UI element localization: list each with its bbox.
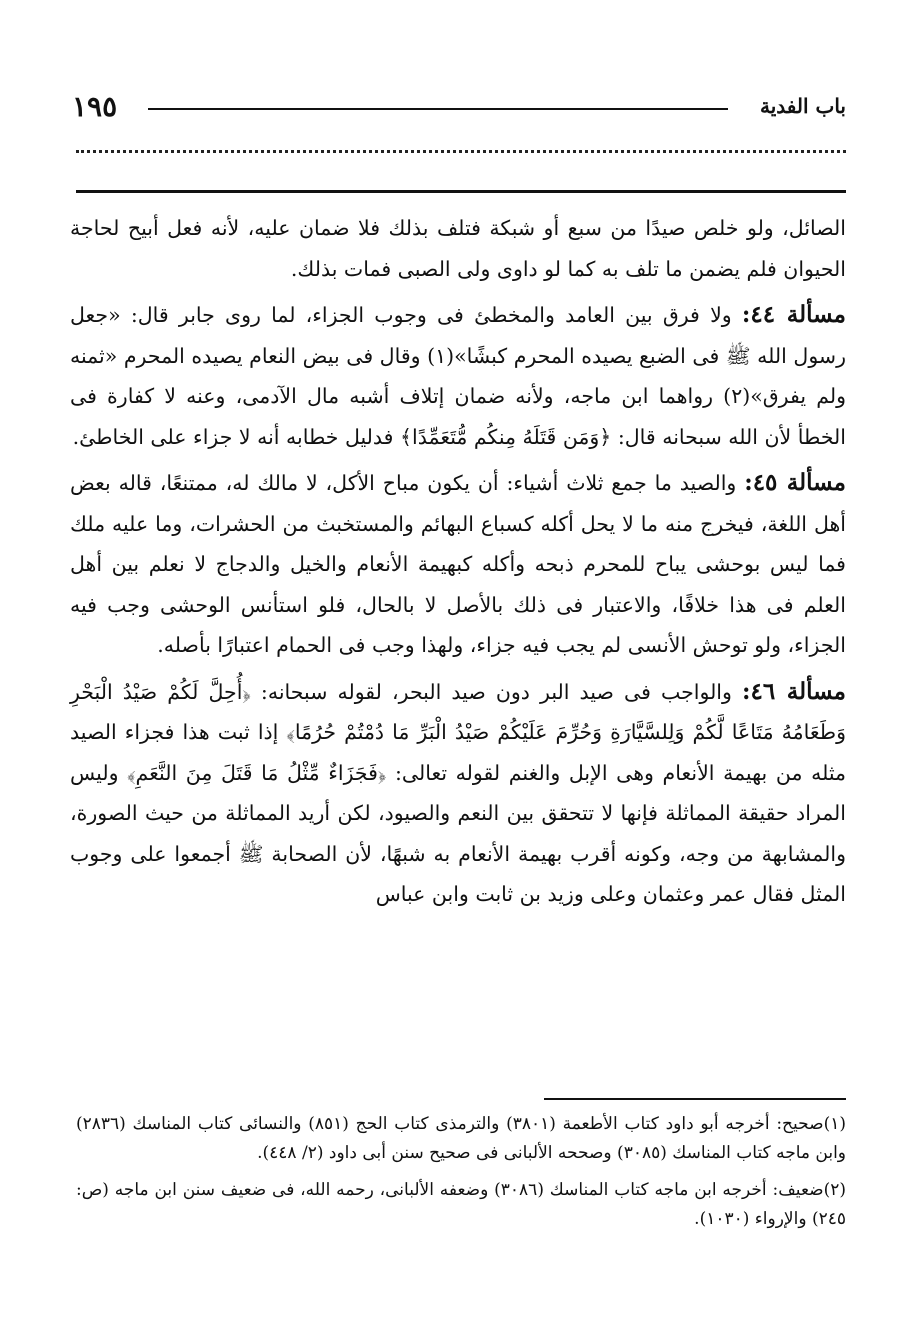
header-rule <box>148 108 728 110</box>
footnote-rule <box>544 1098 846 1100</box>
quran-verse: ﴿أُحِلَّ لَكُمْ صَيْدُ الْبَحْرِ وَطَعَامُهُ مَتَاعًا لَّكُمْ وَلِلسَّيَّارَةِ وَحُرِّمَ عَلَيْكُمْ صَيْدُ الْبَرِّ مَا دُمْتُمْ حُرُمًا﴾ <box>70 679 846 744</box>
dotted-divider <box>76 150 846 153</box>
masala-46 <box>70 672 846 915</box>
text-top-rule <box>76 190 846 193</box>
masala-45 <box>70 463 846 666</box>
masala-44-text-a: ولا فرق بين العامد والمخطئ فى وجوب الجزاء، لما روى جابر قال: «جعل رسول الله ﷺ فى الضبع يصيده المحرم كبشًا»(١) وقال فى بيض النعام يصيده المحرم «ثمنه ولم يفرق»(٢) رواهما ابن ماجه، ولأنه ضمان إتلاف أشبه مال الآدمى، وعنه لا كفارة فى الخطأ لأن الله سبحانه قال: <box>70 303 846 449</box>
running-header <box>70 90 846 124</box>
masala-45-text: والصيد ما جمع ثلاث أشياء: أن يكون مباح الأكل، لا مالك له، ممتنعًا، قاله بعض أهل اللغة، فيخرج منه ما لا يحل أكله كسباع البهائم والمستخبث من الحشرات، وما عليه ملك فما ليس بوحشى يباح للمحرم ذبحه وأكله كبهيمة الأنعام والخيل والدجاج لا نعلم بين أهل العلم فى هذا خلافًا، والاعتبار فى ذلك بالأصل لا بالحال، فلو استأنس الوحشى وجب فيه الجزاء، ولو توحش الأنسى لم يجب فيه جزاء، ولهذا وجب فى الحمام اعتبارًا بأصله. <box>70 471 846 657</box>
masala-45-label: مسألة ٤٥: <box>744 469 846 496</box>
quran-verse: ﴿وَمَن قَتَلَهُ مِنكُم مُّتَعَمِّدًا﴾ <box>400 424 612 449</box>
footnote-1: (١)صحيح: أخرجه أبو داود كتاب الأطعمة (٣٨٠١) والترمذى كتاب الحج (٨٥١) والنسائى كتاب المناسك (٢٨٣٦) وابن ماجه كتاب المناسك (٣٠٨٥) وصححه الألبانى فى صحيح سنن أبى داود (٢/ ٤٤٨). <box>76 1114 846 1163</box>
paragraph-continuation: الصائل، ولو خلص صيدًا من سبع أو شبكة فتلف بذلك فلا ضمان عليه، لأنه فعل أبيح لحاجة الحيوان فلم يضمن ما تلف به كما لو داوى ولى الصبى فمات بذلك. <box>70 216 846 281</box>
masala-46-text-c: وليس المراد حقيقة المماثلة فإنها لا تتحقق بين النعم والصيود، لكن أريد المماثلة من حيث الصورة، والمشابهة من وجه، وكونه أقرب بهيمة الأنعام به شبهًا، لأن الصحابة ﷺ أجمعوا على وجوب المثل فقال عمر وعثمان وعلى وزيد بن ثابت وابن عباس <box>70 760 846 906</box>
masala-46-label: مسألة ٤٦: <box>742 677 846 705</box>
main-text <box>70 208 846 921</box>
masala-46-text-a: والواجب فى صيد البر دون صيد البحر، لقوله سبحانه: <box>250 679 742 704</box>
masala-44-label: مسألة ٤٤: <box>741 301 846 328</box>
quran-verse: ﴿فَجَزَاءٌ مِّثْلُ مَا قَتَلَ مِنَ النَّعَمِ﴾ <box>127 760 387 785</box>
masala-44 <box>70 295 846 457</box>
footnotes <box>76 1110 846 1242</box>
footnote-2: (٢)ضعيف: أخرجه ابن ماجه كتاب المناسك (٣٠٨٦) وضعفه الألبانى، رحمه الله، فى ضعيف سنن ابن ماجه (ص: ٢٤٥) والإرواء (١٠٣٠). <box>76 1180 846 1229</box>
page-number: ١٩٥ <box>72 90 118 123</box>
chapter-title: باب الفدية <box>759 94 846 118</box>
masala-46-text-b: إذا ثبت هذا فجزاء الصيد مثله من بهيمة الأنعام وهى الإبل والغنم لقوله تعالى: <box>70 720 847 785</box>
masala-44-text-b: فدليل خطابه أنه لا جزاء على الخاطئ. <box>72 424 400 449</box>
